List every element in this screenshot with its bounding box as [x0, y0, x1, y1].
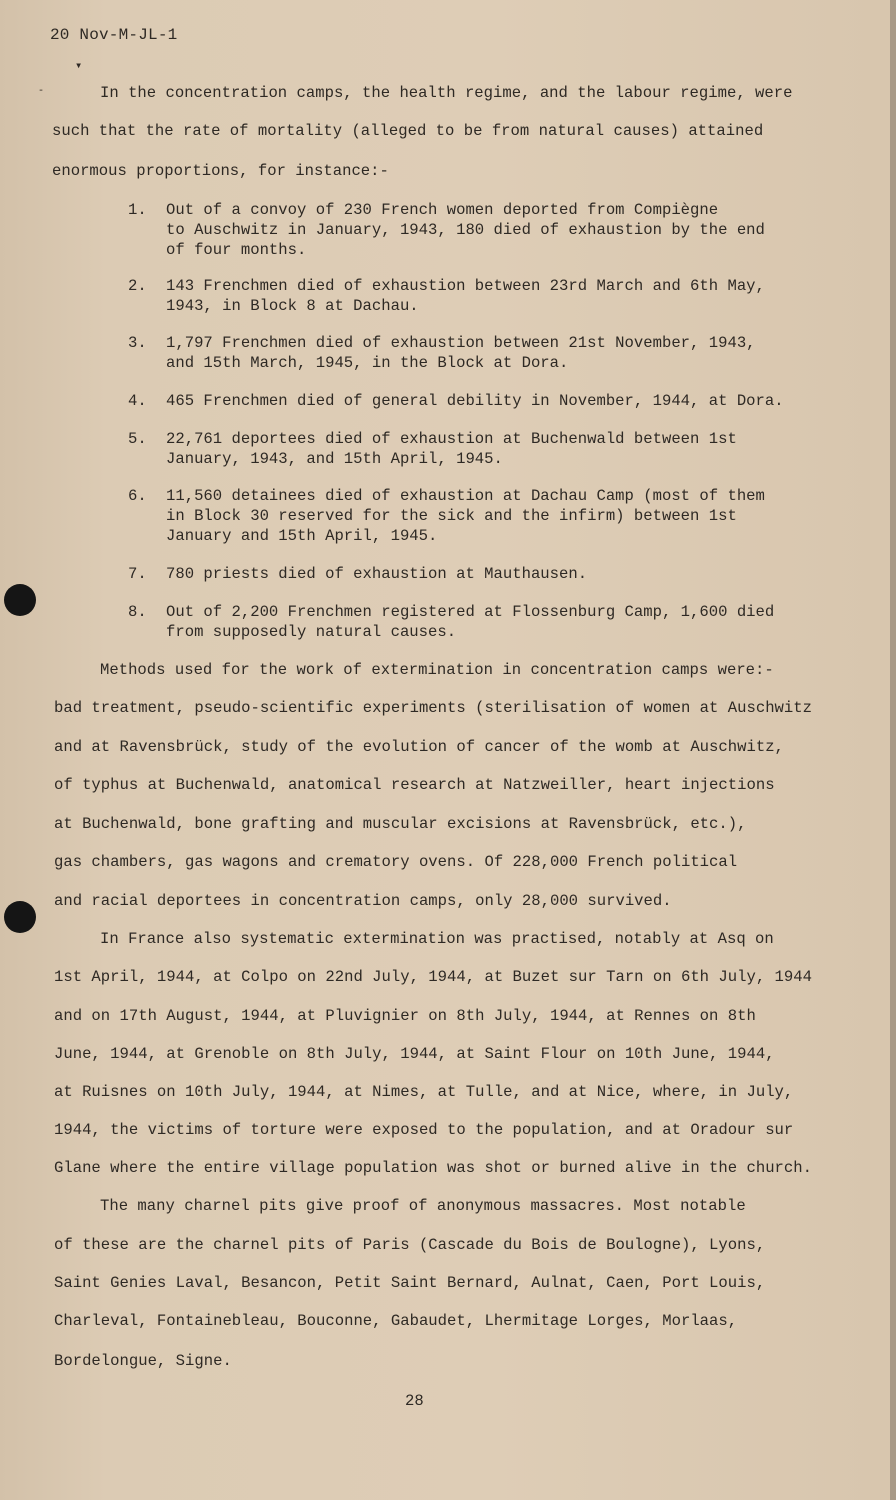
- list-item-line: 1,797 Frenchmen died of exhaustion between 21st November, 1943,: [166, 334, 756, 352]
- france-line: at Ruisnes on 10th July, 1944, at Nimes, at Tulle, and at Nice, where, in July,: [54, 1083, 794, 1101]
- list-item-line: 143 Frenchmen died of exhaustion between 23rd March and 6th May,: [166, 277, 765, 295]
- charnel-line: Saint Genies Laval, Besancon, Petit Saint Bernard, Aulnat, Caen, Port Louis,: [54, 1274, 766, 1292]
- list-item-number: 3.: [128, 334, 147, 352]
- charnel-line: Bordelongue, Signe.: [54, 1352, 232, 1370]
- binder-hole: [4, 584, 36, 616]
- list-item-line: 22,761 deportees died of exhaustion at Buchenwald between 1st: [166, 430, 737, 448]
- methods-line: Methods used for the work of extermination in concentration camps were:-: [100, 661, 774, 679]
- intro-line: In the concentration camps, the health regime, and the labour regime, were: [100, 84, 793, 102]
- methods-line: bad treatment, pseudo-scientific experiments (sterilisation of women at Auschwitz: [54, 699, 812, 717]
- list-item-text: [166, 276, 831, 316]
- list-item-text: [166, 602, 831, 642]
- methods-line: and racial deportees in concentration camps, only 28,000 survived.: [54, 892, 672, 910]
- charnel-line: of these are the charnel pits of Paris (Cascade du Bois de Boulogne), Lyons,: [54, 1236, 766, 1254]
- france-line: In France also systematic extermination was practised, notably at Asq on: [100, 930, 774, 948]
- list-item-line: in Block 30 reserved for the sick and the infirm) between 1st: [166, 507, 737, 525]
- list-item-number: 4.: [128, 392, 147, 410]
- binder-hole: [4, 901, 36, 933]
- france-line: 1944, the victims of torture were exposed to the population, and at Oradour sur: [54, 1121, 794, 1139]
- list-item-line: 465 Frenchmen died of general debility in November, 1944, at Dora.: [166, 392, 784, 410]
- list-item-line: Out of 2,200 Frenchmen registered at Flossenburg Camp, 1,600 died: [166, 603, 775, 621]
- list-item-text: [166, 486, 831, 546]
- stray-mark: ▾: [75, 59, 83, 73]
- list-item-line: Out of a convoy of 230 French women deported from Compiègne: [166, 201, 719, 219]
- list-item-line: and 15th March, 1945, in the Block at Dora.: [166, 354, 569, 372]
- france-line: June, 1944, at Grenoble on 8th July, 1944, at Saint Flour on 10th June, 1944,: [54, 1045, 775, 1063]
- methods-line: gas chambers, gas wagons and crematory ovens. Of 228,000 French political: [54, 853, 738, 871]
- list-item-text: [166, 429, 831, 469]
- list-item-number: 1.: [128, 201, 147, 219]
- list-item-line: of four months.: [166, 241, 307, 259]
- list-item-line: to Auschwitz in January, 1943, 180 died of exhaustion by the end: [166, 221, 765, 239]
- list-item-text: [166, 391, 831, 411]
- list-item-number: 6.: [128, 487, 147, 505]
- charnel-line: The many charnel pits give proof of anonymous massacres. Most notable: [100, 1197, 746, 1215]
- france-line: Glane where the entire village population was shot or burned alive in the church.: [54, 1159, 812, 1177]
- stray-mark: -: [38, 86, 45, 97]
- charnel-line: Charleval, Fontainebleau, Bouconne, Gabaudet, Lhermitage Lorges, Morlaas,: [54, 1312, 738, 1330]
- list-item-text: [166, 564, 831, 584]
- list-item-number: 7.: [128, 565, 147, 583]
- methods-line: and at Ravensbrück, study of the evolution of cancer of the womb at Auschwitz,: [54, 738, 784, 756]
- page-number: 28: [405, 1392, 424, 1410]
- list-item-line: 11,560 detainees died of exhaustion at Dachau Camp (most of them: [166, 487, 765, 505]
- france-line: and on 17th August, 1944, at Pluvignier on 8th July, 1944, at Rennes on 8th: [54, 1007, 756, 1025]
- france-line: 1st April, 1944, at Colpo on 22nd July, 1944, at Buzet sur Tarn on 6th July, 1944: [54, 968, 812, 986]
- list-item-line: from supposedly natural causes.: [166, 623, 457, 641]
- list-item-number: 2.: [128, 277, 147, 295]
- list-item-line: 780 priests died of exhaustion at Mauthausen.: [166, 565, 588, 583]
- list-item-line: January, 1943, and 15th April, 1945.: [166, 450, 503, 468]
- document-reference-id: 20 Nov-M-JL-1: [50, 26, 178, 44]
- list-item-text: [166, 333, 831, 373]
- methods-line: of typhus at Buchenwald, anatomical research at Natzweiller, heart injections: [54, 776, 775, 794]
- list-item-text: [166, 200, 831, 260]
- intro-line: enormous proportions, for instance:-: [52, 162, 389, 180]
- intro-line: such that the rate of mortality (alleged to be from natural causes) attained: [52, 122, 764, 140]
- list-item-number: 5.: [128, 430, 147, 448]
- list-item-line: January and 15th April, 1945.: [166, 527, 438, 545]
- methods-line: at Buchenwald, bone grafting and muscular excisions at Ravensbrück, etc.),: [54, 815, 747, 833]
- list-item-number: 8.: [128, 603, 147, 621]
- list-item-line: 1943, in Block 8 at Dachau.: [166, 297, 419, 315]
